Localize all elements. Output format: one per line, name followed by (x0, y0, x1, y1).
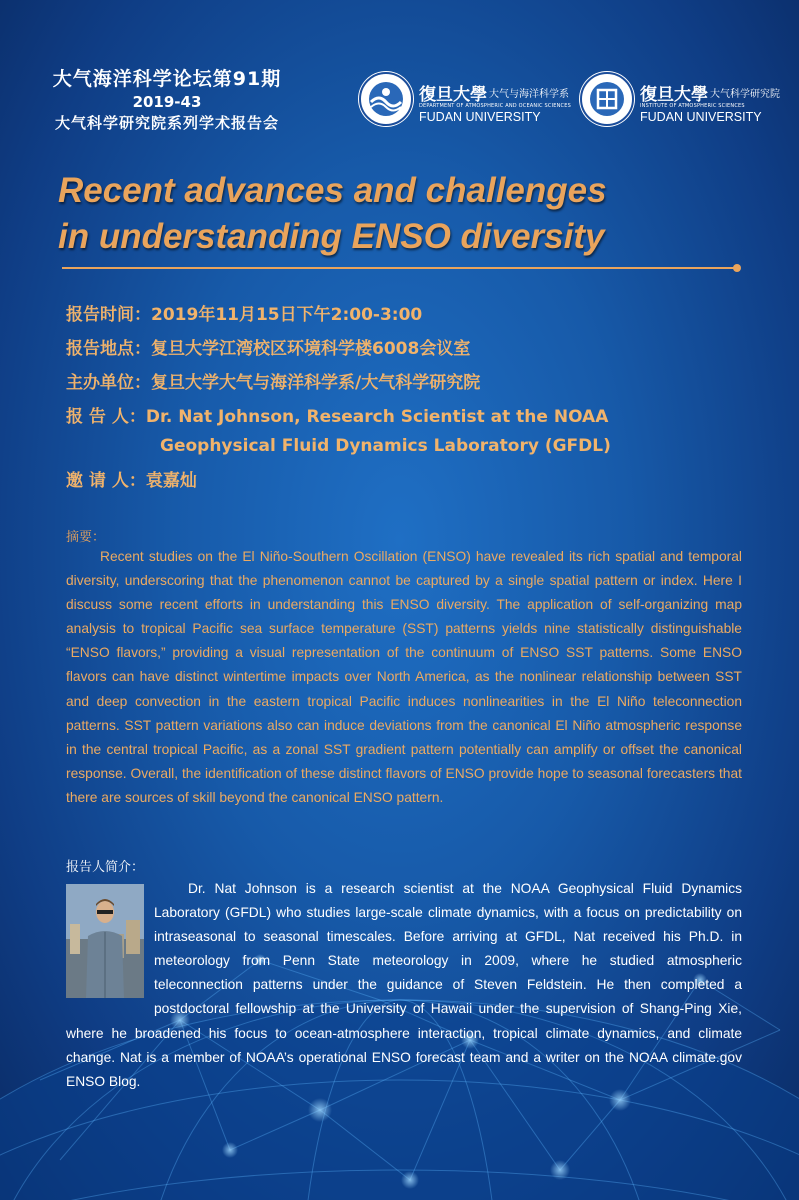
speaker-label: 报 告 人： (66, 407, 146, 427)
host-value: 复旦大学大气与海洋科学系/大气科学研究院 (151, 373, 481, 393)
host-row (66, 366, 776, 400)
dept-emblem-icon (357, 70, 415, 128)
inviter-value: 袁嘉灿 (145, 471, 197, 491)
time-label: 报告时间： (66, 305, 151, 325)
abstract-heading: 摘要： (66, 530, 106, 545)
bio-text (66, 877, 742, 1094)
time-value: 2019年11月15日下午2:00-3:00 (151, 305, 423, 325)
time-row (66, 298, 776, 332)
dept-name-en: DEPARTMENT OF ATMOSPHERIC AND OCEANIC SCIENCES (419, 103, 571, 109)
title-divider-dot (733, 264, 741, 272)
university-name: FUDAN UNIVERSITY (419, 110, 541, 124)
title-divider (62, 267, 736, 269)
forum-subtitle: 大气科学研究院系列学术报告会 (54, 114, 279, 132)
talk-title-line2: in understanding ENSO diversity (58, 217, 605, 256)
speaker-affiliation: Geophysical Fluid Dynamics Laboratory (GFDL) (160, 436, 611, 456)
talk-title (58, 168, 778, 260)
dept-logo (357, 70, 571, 130)
speaker-row (66, 400, 776, 432)
institute-name-en: INSTITUTE OF ATMOSPHERIC SCIENCES (640, 103, 745, 109)
institute-logo (578, 70, 782, 130)
place-row (66, 332, 776, 366)
talk-info (66, 298, 776, 498)
inviter-label: 邀 请 人： (66, 471, 146, 491)
forum-title: 大气海洋科学论坛第91期 (52, 68, 282, 90)
fudan-calligraphy: 復旦大學 (419, 85, 487, 105)
bio-body: Dr. Nat Johnson is a research scientist at the NOAA Geophysical Fluid Dynamics Laboratory (GFDL) who studies large-scale climate dynamics, with a focus on predictability on intraseasonal to seasonal timescales. Before arriving at GFDL, Nat received his Ph.D. in meteorology from Penn State meteorology in 2009, where he studied atmospheric teleconnection patterns under the guidance of Steven Feldstein. He then completed a postdoctoral fellowship at the University of Hawaii under the supervision of Shang-Ping Xie, where he broadened his focus to ocean-atmosphere interaction, tropical climate dynamics, and climate change. Nat is a member of NOAA’s operational ENSO forecast team and a writer on the NOAA climate.gov ENSO Blog. (66, 881, 742, 1089)
abstract-text: Recent studies on the El Niño-Southern Oscillation (ENSO) have revealed its rich spatial and temporal diversity, underscoring that the phenomenon cannot be captured by a single spatial pattern or index. Here I discuss some recent efforts in understanding this ENSO diversity. The application of self-organizing map analysis to tropical Pacific sea surface temperature (SST) patterns yields nine statistically distinguishable “ENSO flavors,” providing a visual representation of the continuum of ENSO SST patterns. Some ENSO flavors can have distinct wintertime impacts over North America, as the nonlinear relationship between SST and deep convection in the eastern tropical Pacific induces nonlinearities in the El Niño teleconnection patterns. SST pattern variations also can induce deviations from the canonical El Niño atmospheric response in the central tropical Pacific, as a zonal SST gradient pattern potentially can amplify or offset the canonical response. Overall, the identification of these distinct flavors of ENSO provide hope to seasonal forecasters that there are sources of skill beyond the canonical ENSO pattern. (66, 549, 742, 805)
institute-name-cn: 大气科学研究院 (710, 89, 780, 100)
inviter-row (66, 464, 776, 498)
dept-name-cn: 大气与海洋科学系 (489, 89, 569, 100)
bio-heading: 报告人简介： (66, 860, 145, 875)
forum-number: 2019-43 (132, 93, 202, 111)
talk-title-line1: Recent advances and challenges (58, 171, 607, 210)
photo-spacer (66, 877, 154, 1021)
university-name: FUDAN UNIVERSITY (640, 110, 762, 124)
host-label: 主办单位： (66, 373, 151, 393)
speaker-value: Dr. Nat Johnson, Research Scientist at the NOAA (145, 407, 609, 427)
place-value: 复旦大学江湾校区环境科学楼6008会议室 (151, 339, 471, 359)
place-label: 报告地点： (66, 339, 151, 359)
series-header (22, 66, 312, 134)
institute-emblem-icon (578, 70, 636, 128)
fudan-calligraphy: 復旦大學 (640, 85, 708, 105)
